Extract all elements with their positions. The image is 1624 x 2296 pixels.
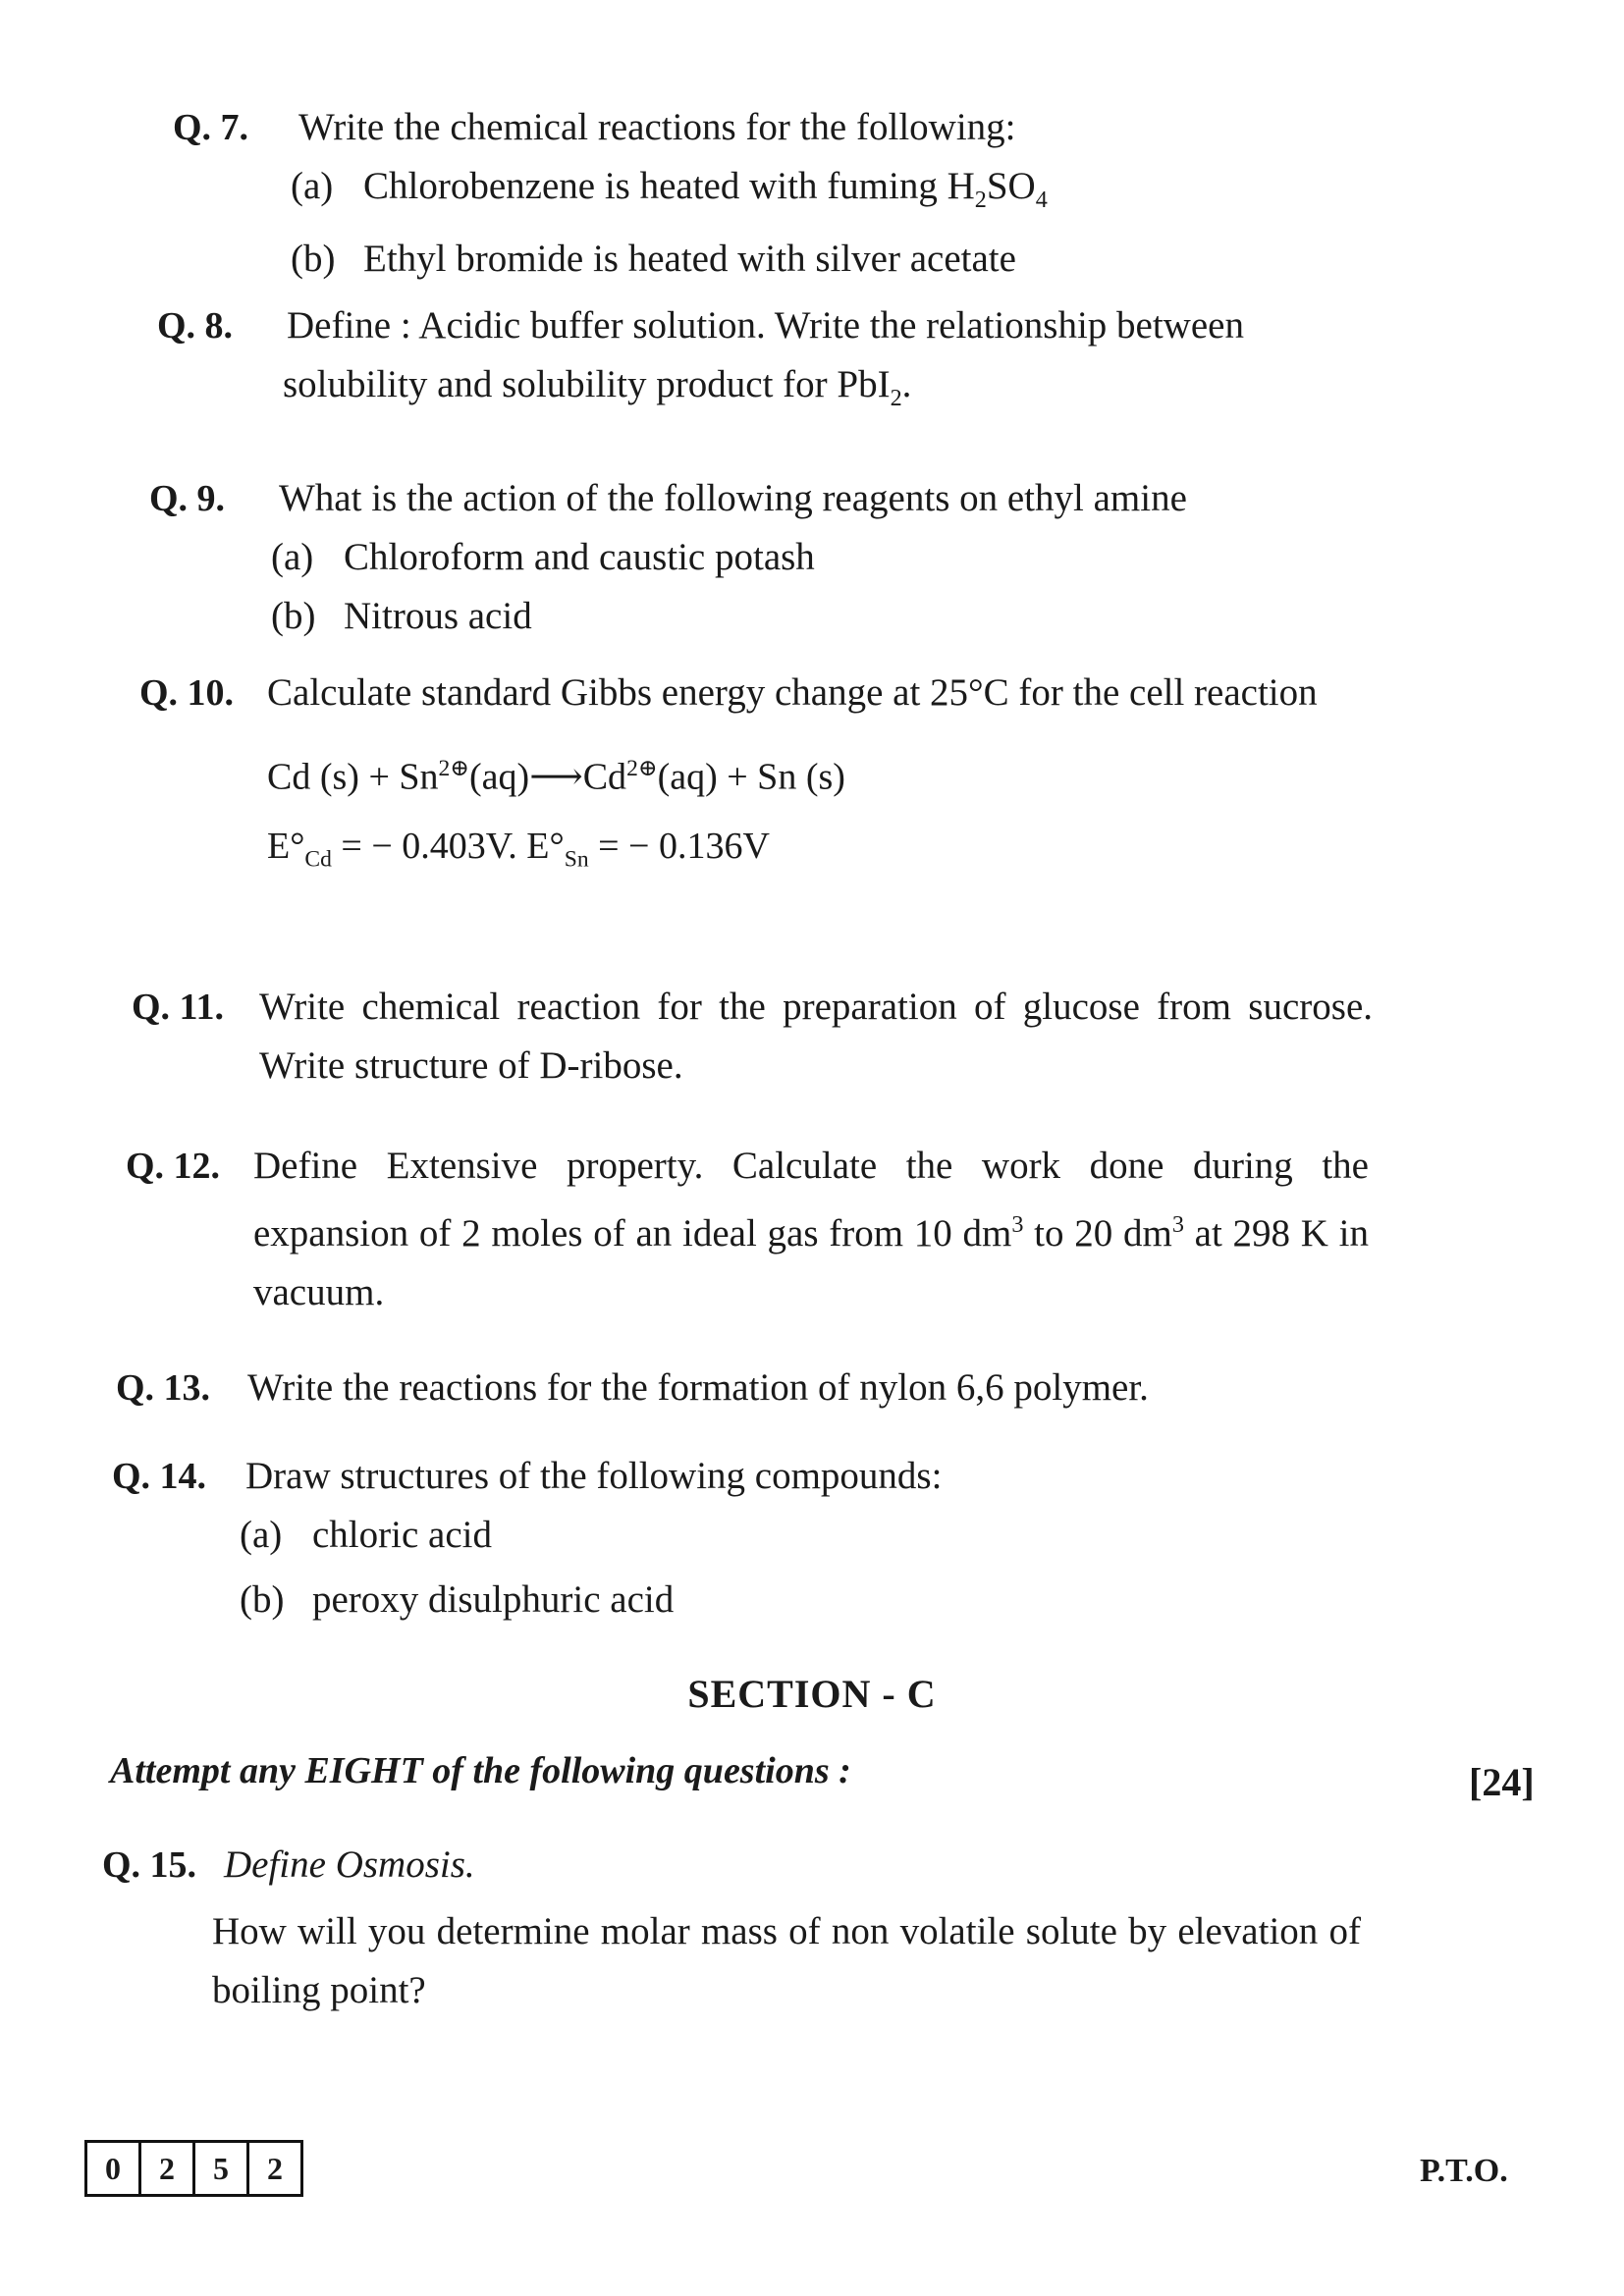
code-digit: 0: [87, 2143, 141, 2194]
superscript: 2⊕: [438, 756, 470, 781]
sub-text: chloric acid: [312, 1514, 492, 1556]
subscript: 4: [1035, 186, 1048, 213]
sub-question-b: [291, 230, 1410, 289]
question-number: Q. 12.: [126, 1146, 221, 1187]
question-8: [157, 296, 1394, 428]
eq-part: Cd (s) + Sn: [267, 756, 439, 798]
sub-label: (b): [240, 1578, 285, 1621]
question-11: [132, 978, 1373, 1095]
sub-text: Nitrous acid: [344, 595, 532, 637]
sub-question-a: [291, 157, 1410, 230]
subscript: 2: [890, 384, 902, 411]
sub-text: Chlorobenzene is heated with fuming H: [363, 165, 975, 207]
text: at 298 K in vacuum.: [253, 1212, 1369, 1313]
sub-label: (a): [271, 536, 314, 578]
question-13: [116, 1359, 1363, 1417]
electrode-potentials: [267, 812, 1379, 894]
eq-part: E°: [267, 825, 305, 867]
subscript: 2: [974, 186, 987, 213]
code-digit: 2: [141, 2143, 195, 2194]
question-text: Define Osmosis.: [224, 1843, 475, 1886]
question-number: Q. 11.: [132, 987, 224, 1028]
sub-label: (a): [291, 165, 334, 207]
question-10: [139, 664, 1379, 893]
question-text: Draw structures of the following compounds:: [245, 1455, 943, 1497]
question-number: Q. 7.: [173, 107, 249, 148]
subscript: Sn: [564, 846, 589, 873]
arrow-icon: ⟶: [529, 756, 583, 798]
question-number: Q. 10.: [139, 672, 235, 714]
question-14: [112, 1447, 1359, 1629]
cell-reaction-equation: [267, 734, 1379, 812]
section-instruction: Attempt any EIGHT of the following questions :: [110, 1750, 851, 1791]
sub-text: Ethyl bromide is heated with silver acetate: [363, 237, 1016, 280]
sub-question-b: [271, 587, 1386, 646]
code-digit: 5: [195, 2143, 249, 2194]
text: to 20 dm: [1023, 1212, 1172, 1255]
section-marks: [24]: [1469, 1760, 1535, 1804]
question-number: Q. 9.: [149, 478, 226, 519]
text: solubility and solubility product for PbI: [283, 363, 891, 405]
sub-label: (b): [291, 237, 336, 280]
sub-text: peroxy disulphuric acid: [312, 1578, 675, 1621]
eq-part: Cd: [582, 756, 627, 798]
question-number: Q. 8.: [157, 305, 234, 347]
question-15: [102, 1836, 1369, 2020]
eq-part: = − 0.136V: [588, 825, 770, 867]
eq-part: (aq) + Sn (s): [657, 756, 845, 798]
question-number: Q. 14.: [112, 1456, 207, 1497]
question-9: [149, 469, 1386, 646]
sub-question-a: [240, 1506, 1359, 1565]
text-end: .: [901, 363, 912, 405]
superscript: 3: [1171, 1211, 1184, 1238]
text: Define Extensive property. Calculate the work done during the expansion of 2 moles of an ideal gas from 10 dm: [253, 1145, 1369, 1255]
question-text-line-1: Define : Acidic buffer solution. Write the relationship between: [287, 304, 1244, 347]
question-12: [126, 1137, 1369, 1322]
question-text: Write the chemical reactions for the following:: [298, 106, 1016, 148]
sub-text-cont: SO: [986, 165, 1036, 207]
pto-label: P.T.O.: [1420, 2153, 1508, 2189]
section-title: SECTION - C: [687, 1672, 937, 1716]
superscript: 3: [1011, 1211, 1024, 1238]
superscript: 2⊕: [626, 756, 658, 781]
question-text: Calculate standard Gibbs energy change at 25°C for the cell reaction: [267, 671, 1318, 714]
sub-question-a: [271, 528, 1386, 587]
question-text: Write the reactions for the formation of nylon 6,6 polymer.: [247, 1366, 1149, 1409]
sub-label: (b): [271, 595, 316, 637]
question-text: Write chemical reaction for the preparation of glucose from sucrose. Write structure of D-ribose.: [259, 986, 1373, 1087]
sub-label: (a): [240, 1514, 283, 1556]
sub-text: Chloroform and caustic potash: [344, 536, 815, 578]
question-text: [253, 1137, 1369, 1322]
sub-question-b: [240, 1571, 1359, 1629]
eq-part: = − 0.403V. E°: [331, 825, 565, 867]
question-number: Q. 15.: [102, 1844, 197, 1886]
question-text: What is the action of the following reagents on ethyl amine: [279, 477, 1187, 519]
question-number: Q. 13.: [116, 1367, 211, 1409]
eq-part: (aq): [469, 756, 530, 798]
code-digit: 2: [267, 2150, 283, 2186]
subscript: Cd: [304, 846, 332, 873]
paper-code-box: [84, 2140, 303, 2197]
question-text-2: How will you determine molar mass of non volatile solute by elevation of boiling point?: [212, 1910, 1361, 2011]
question-text-line-2: [283, 355, 1394, 428]
question-7: [173, 98, 1410, 289]
